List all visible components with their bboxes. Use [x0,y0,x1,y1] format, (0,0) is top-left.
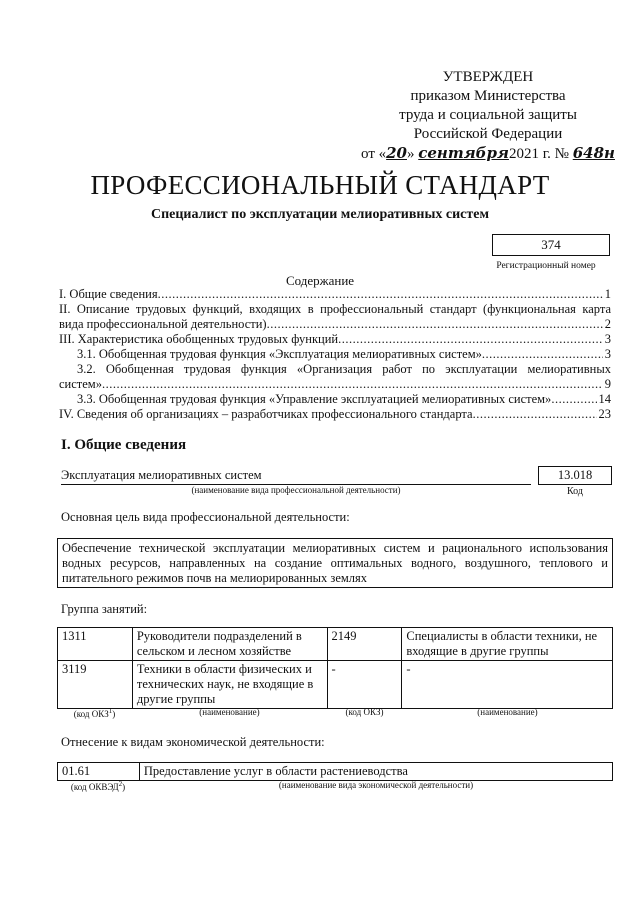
okved-code-cell: 01.61 [58,763,140,781]
okved-code-label: (код ОКВЭД$^2$) [70,780,126,792]
toc-item: систем» ..... 9 [59,377,611,392]
approval-line-1: УТВЕРЖДЕН [442,69,534,85]
okved-name-label: (наименование вида экономической деятельности) [278,780,474,790]
document-subtitle: Специалист по эксплуатации мелиоративных систем [150,207,490,222]
toc-item: IV. Сведения об организациях – разработчиках профессионального стандарта ..... 23 [59,407,611,422]
okz-name-cell: Специалисты в области техники, не входящие в другие группы [402,628,613,661]
toc-item: III. Характеристика обобщенных трудовых функций ..... 3 [59,332,611,347]
econ-activity-table [57,762,613,781]
okz-name-cell: - [402,661,613,709]
okved-name-cell: Предоставление услуг в области растениеводства [139,763,612,781]
okz-name-cell: Техники в области физических и технических наук, не входящие в другие группы [132,661,327,709]
okz-code-cell: 2149 [327,628,402,661]
econ-heading: Отнесение к видам экономической деятельности: [61,735,325,749]
approval-line-4: Российской Федерации [413,126,563,142]
activity-code: 13.018 [538,466,612,485]
approval-day: 20 [386,144,407,162]
approval-month: сентября [418,144,509,162]
okz-code-cell: 3119 [58,661,133,709]
table-of-contents [59,287,611,422]
approval-line-3: труда и социальной защиты [399,107,577,123]
approval-block [360,68,616,164]
okz-name-cell: Руководители подразделений в сельском и лесном хозяйстве [132,628,327,661]
table-row [58,628,613,661]
table-row [58,661,613,709]
okz-name-label-2: (наименование) [477,707,538,717]
goal-text: Обеспечение технической эксплуатации мелиоративных систем и рационального использования водных ресурсов, направленных на создание оптимальных водного, воздушного, теплового и питательного режимов почв на мелиорированных землях [57,538,613,588]
toc-item: 3.3. Обобщенная трудовая функция «Управление эксплуатацией мелиоративных систем» ..... 14 [59,392,611,407]
registration-number-box: 374 [492,234,610,256]
document-title: ПРОФЕССИОНАЛЬНЫЙ СТАНДАРТ [90,170,550,200]
order-number: 648н [572,144,615,162]
goal-heading: Основная цель вида профессиональной деятельности: [61,510,350,524]
okz-code-cell: - [327,661,402,709]
toc-heading: Содержание [285,273,355,288]
registration-number-label: Регистрационный номер [496,261,596,271]
okz-code-label: (код ОКЗ$^1$) [73,707,116,719]
activity-name: Эксплуатация мелиоративных систем [61,468,531,485]
okz-name-label: (наименование) [199,707,260,717]
okz-code-label-2: (код ОКЗ) [345,707,384,717]
approval-line-2: приказом Министерства [410,88,566,104]
approval-year: 2021 г. № [508,146,569,162]
approval-date-line: от «20» сентября2021 г. № 648н [361,144,615,162]
toc-item: вида профессиональной деятельности) ..... 2 [59,317,611,332]
toc-item-line: 3.2. Обобщенная трудовая функция «Организация работ по эксплуатации мелиоративных [77,362,611,376]
toc-item-line: II. Описание трудовых функций, входящих в профессиональный стандарт (функциональная карта [59,302,611,316]
okz-code-cell: 1311 [58,628,133,661]
activity-code-label: Код [567,486,583,497]
group-heading: Группа занятий: [61,602,148,616]
toc-item: 3.1. Обобщенная трудовая функция «Эксплуатация мелиоративных систем» ..... 3 [59,347,611,362]
toc-item: I. Общие сведения ..... 1 [59,287,611,302]
section-title: I. Общие сведения [61,437,187,453]
activity-name-label: (наименование вида профессиональной деятельности) [191,485,401,495]
table-row [58,763,613,781]
occupation-group-table [57,627,613,709]
